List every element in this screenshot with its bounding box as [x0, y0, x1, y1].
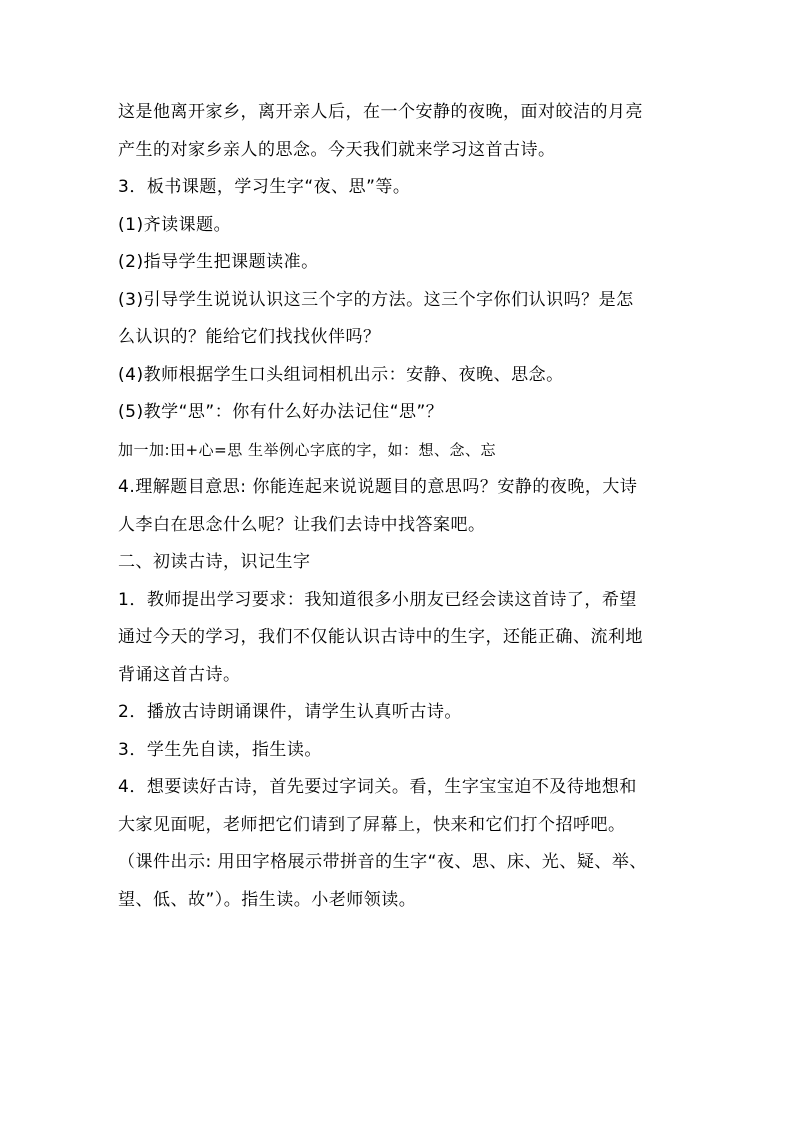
- text-line: 3．板书课题，学习生字“夜、思”等。: [118, 177, 411, 197]
- text-line: (3)引导学生说说认识这三个字的方法。这三个字你们认识吗？是怎: [118, 289, 634, 310]
- text-line: (2)指导学生把课题读准。: [118, 252, 319, 272]
- text-line: 3．学生先自读，指生读。: [118, 739, 322, 760]
- text-line: (4)教师根据学生口头组词相机出示：安静、夜晚、思念。: [118, 364, 564, 385]
- document-body: [118, 94, 678, 919]
- text-line: (1)齐读课题。: [118, 214, 232, 235]
- text-line: 4.理解题目意思: 你能连起来说说题目的意思吗？安静的夜晚，大诗: [118, 477, 638, 497]
- text-line: （课件出示: 用田字格展示带拼音的生字“夜、思、床、光、疑、举、: [118, 852, 647, 872]
- text-line: 1．教师提出学习要求：我知道很多小朋友已经会读这首诗了，希望: [118, 589, 637, 610]
- text-line: 背诵这首古诗。: [118, 664, 241, 685]
- text-line: 加一加:田+心=思 生举例心字底的字，如：想、念、忘: [118, 440, 496, 459]
- text-line: 产生的对家乡亲人的思念。今天我们就来学习这首古诗。: [118, 139, 556, 160]
- text-line: 这是他离开家乡，离开亲人后，在一个安静的夜晚，面对皎洁的月亮: [118, 102, 643, 122]
- text-line: 4．想要读好古诗，首先要过字词关。看，生字宝宝迫不及待地想和: [118, 777, 637, 797]
- text-line: 大家见面呢，老师把它们请到了屏幕上，快来和它们打个招呼吧。: [118, 814, 626, 835]
- section-heading: 二、初读古诗，识记生字: [118, 552, 311, 572]
- text-line: 通过今天的学习，我们不仅能认识古诗中的生字，还能正确、流利地: [118, 627, 643, 647]
- text-line: 望、低、故”）。指生读。小老师领读。: [118, 889, 417, 910]
- text-line: 人李白在思念什么呢？让我们去诗中找答案吧。: [118, 514, 486, 535]
- text-line: 么认识的？能给它们找找伙伴吗？: [118, 327, 381, 347]
- text-line: (5)教学“思”：你有什么好办法记住“思”？: [118, 402, 444, 422]
- text-line: 2．播放古诗朗诵课件，请学生认真听古诗。: [118, 702, 462, 722]
